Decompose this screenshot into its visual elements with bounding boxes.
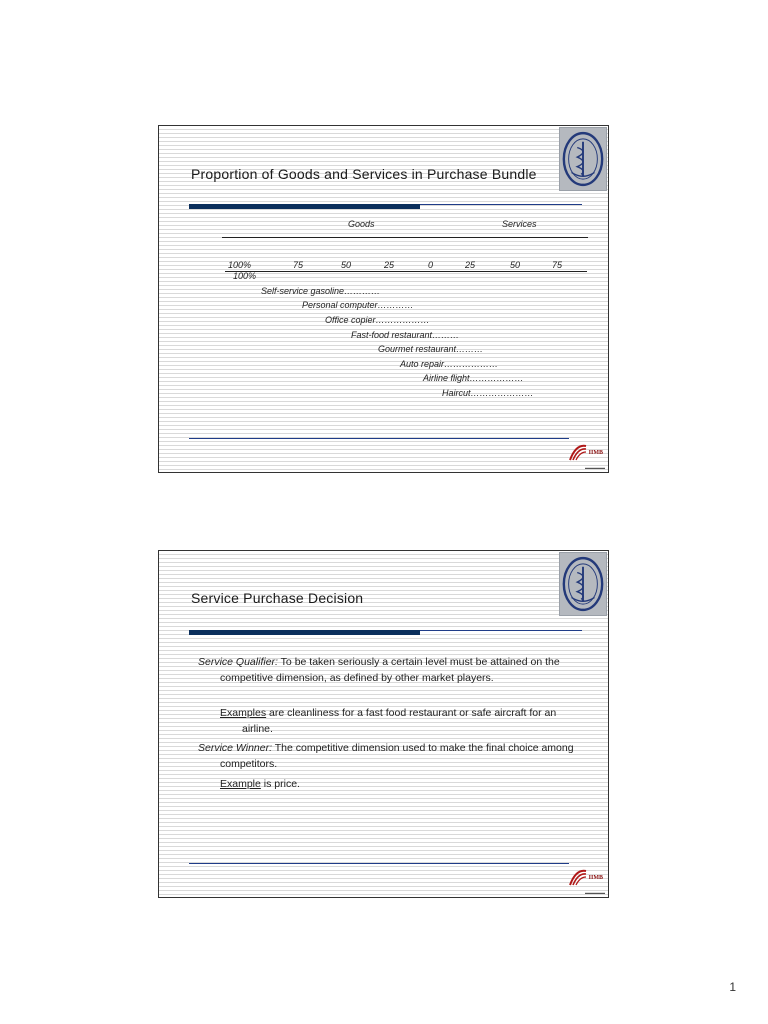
title-rule [420, 204, 582, 205]
services-header: Services [502, 219, 537, 229]
examples-text: are cleanliness for a fast food restaurant or safe aircraft for an airline. [242, 707, 557, 735]
institute-emblem [559, 127, 607, 191]
slide-title: Service Purchase Decision [191, 590, 364, 606]
example-label: Example [220, 778, 261, 790]
header-rule [222, 237, 588, 238]
tick-label: 75 [552, 260, 563, 270]
tick-label: 100% [228, 260, 252, 270]
emblem-seal-icon [560, 553, 606, 615]
slide-goods-services [158, 125, 609, 473]
footer-rule [189, 438, 569, 439]
qualifier-paragraph [198, 654, 600, 686]
winner-term: Service Winner: [198, 742, 273, 754]
qualifier-text: To be taken seriously a certain level must be attained on the competitive dimension, as defined by other market players. [220, 656, 560, 684]
title-accent-bar [189, 204, 420, 209]
tick-label: 0 [428, 260, 434, 270]
institute-emblem [559, 552, 607, 616]
bundle-item: Office copier……………… [325, 315, 430, 325]
slide-service-purchase-decision [158, 550, 609, 898]
scale-rule [225, 271, 587, 272]
tick-label: 100% [233, 271, 257, 281]
bundle-item: Personal computer………… [302, 300, 414, 310]
bundle-item: Airline flight……………… [423, 373, 524, 383]
bundle-item: Haircut………………… [442, 388, 534, 398]
logo-text: IIMB [588, 450, 603, 456]
tick-label: 25 [465, 260, 476, 270]
tick-label: 50 [341, 260, 352, 270]
tick-label: 25 [384, 260, 395, 270]
winner-paragraph [198, 740, 600, 772]
goods-header: Goods [348, 219, 375, 229]
qualifier-term: Service Qualifier: [198, 656, 278, 668]
footer-rule [189, 863, 569, 864]
iimb-logo [566, 865, 606, 895]
page-number: 1 [729, 980, 736, 994]
examples-paragraph [220, 705, 582, 737]
title-rule [420, 630, 582, 631]
logo-subtext: ▬▬▬▬▬ [585, 890, 605, 895]
winner-text: The competitive dimension used to make the final choice among competitors. [220, 742, 574, 770]
iimb-logo [566, 440, 606, 470]
examples-label: Examples [220, 707, 267, 719]
example-paragraph [220, 776, 560, 792]
bundle-item: Gourmet restaurant……… [378, 344, 484, 354]
bundle-item: Auto repair……………… [400, 359, 499, 369]
tick-label: 75 [293, 260, 304, 270]
example-text: is price. [260, 778, 300, 790]
title-accent-bar [189, 630, 420, 635]
logo-text: IIMB [588, 875, 603, 881]
bundle-item: Self-service gasoline………… [261, 286, 381, 296]
bundle-item: Fast-food restaurant……… [351, 330, 460, 340]
logo-subtext: ▬▬▬▬▬ [585, 465, 605, 470]
slide-title: Proportion of Goods and Services in Purchase Bundle [191, 166, 537, 182]
tick-label: 50 [510, 260, 521, 270]
emblem-seal-icon [560, 128, 606, 190]
